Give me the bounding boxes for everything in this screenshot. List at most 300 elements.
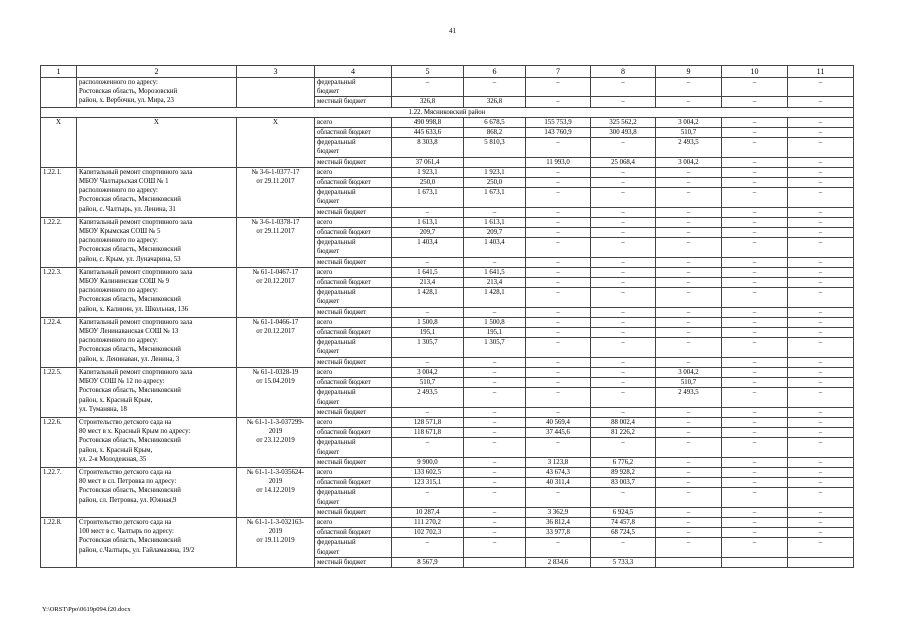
budget-label: всего xyxy=(315,267,392,277)
value-cell: – xyxy=(526,278,591,288)
value-cell: – xyxy=(722,117,788,127)
value-cell: – xyxy=(788,328,854,338)
value-cell: 6 776,2 xyxy=(591,457,656,467)
cell-line: Строительство детского сада на xyxy=(79,468,172,476)
cell-line: от 19.11.2019 xyxy=(256,537,295,545)
value-cell: – xyxy=(788,278,854,288)
value-cell: – xyxy=(656,267,722,277)
value-cell: – xyxy=(788,467,854,477)
value-cell: – xyxy=(591,407,656,417)
value-cell: – xyxy=(788,438,854,457)
value-cell: – xyxy=(722,388,788,407)
cell-line: от 15.04.2019 xyxy=(256,378,295,386)
value-cell: 209,7 xyxy=(464,228,526,238)
value-cell: 25 068,4 xyxy=(591,157,656,167)
value-cell: 111 270,2 xyxy=(392,517,464,527)
value-cell: – xyxy=(788,288,854,307)
value-cell: – xyxy=(392,438,464,457)
cell-line: 80 мест в сл. Петровка по адресу: xyxy=(79,478,177,486)
value-cell: – xyxy=(526,317,591,327)
value-cell: – xyxy=(722,228,788,238)
value-cell: 868,2 xyxy=(464,128,526,138)
value-cell: – xyxy=(591,288,656,307)
header-row xyxy=(41,66,854,78)
column-header: 8 xyxy=(591,66,656,78)
value-cell: 325 562,2 xyxy=(591,117,656,127)
value-cell: 5 810,3 xyxy=(464,138,526,157)
value-cell: – xyxy=(788,488,854,507)
value-cell: – xyxy=(788,117,854,127)
value-cell: – xyxy=(788,428,854,438)
cell-line: бюджет xyxy=(317,248,340,256)
value-cell: – xyxy=(591,388,656,407)
value-cell: 74 457,8 xyxy=(591,517,656,527)
item-number: 1.22.5. xyxy=(41,367,77,417)
cell-line: федеральный xyxy=(317,139,356,147)
value-cell: – xyxy=(591,97,656,107)
budget-label: областной бюджет xyxy=(315,178,392,188)
value-cell: – xyxy=(526,338,591,357)
value-cell: – xyxy=(526,267,591,277)
object-name xyxy=(77,167,237,217)
value-cell: – xyxy=(788,507,854,517)
value-cell: 2 834,6 xyxy=(526,557,591,567)
value-cell: 213,4 xyxy=(392,278,464,288)
value-cell: – xyxy=(591,217,656,227)
value-cell: – xyxy=(788,317,854,327)
cell-line: федеральный xyxy=(317,79,356,86)
value-cell: – xyxy=(464,478,526,488)
cell-line: бюджет xyxy=(317,88,340,96)
value-cell: 118 671,8 xyxy=(392,428,464,438)
value-cell: – xyxy=(526,167,591,177)
district-title: 1.22. Мясниковский район xyxy=(41,107,854,117)
budget-label: всего xyxy=(315,217,392,227)
value-cell: – xyxy=(656,238,722,257)
cell-line: Капитальный ремонт спортивного зала xyxy=(79,318,193,326)
value-cell: – xyxy=(788,417,854,427)
value-cell: – xyxy=(788,388,854,407)
budget-label: областной бюджет xyxy=(315,328,392,338)
cell-line: федеральный xyxy=(317,189,356,197)
item-number: 1.22.3. xyxy=(41,267,77,317)
budget-label: областной бюджет xyxy=(315,378,392,388)
value-cell: – xyxy=(526,257,591,267)
cell-line: Строительство детского сада на xyxy=(79,418,172,426)
value-cell: – xyxy=(591,438,656,457)
budget-label: областной бюджет xyxy=(315,278,392,288)
cell-line: ул. Туманяна, 18 xyxy=(79,405,127,413)
value-cell: 155 753,9 xyxy=(526,117,591,127)
value-cell: – xyxy=(656,457,722,467)
cell-line: бюджет xyxy=(317,548,340,556)
cell-line: № 61-1-0467-17 xyxy=(252,268,299,276)
cell-line: 80 мест в х. Красный Крым по адресу: xyxy=(79,428,191,436)
value-cell: – xyxy=(656,538,722,557)
value-cell: – xyxy=(788,457,854,467)
value-cell: – xyxy=(526,178,591,188)
value-cell: 3 004,2 xyxy=(392,367,464,377)
value-cell: – xyxy=(591,178,656,188)
district-row xyxy=(41,107,854,117)
item-row xyxy=(41,317,854,327)
value-cell: 3 004,2 xyxy=(656,157,722,167)
cell-line: № 3-6-1-0377-17 xyxy=(251,168,300,176)
cell-line: Ростовская область, Мясниковский xyxy=(79,387,181,395)
value-cell: – xyxy=(788,167,854,177)
value-cell: – xyxy=(788,478,854,488)
document-ref xyxy=(237,367,315,417)
cell-line: от 20.12.2017 xyxy=(256,278,295,286)
value-cell: – xyxy=(392,407,464,417)
value-cell: – xyxy=(722,257,788,267)
value-cell: – xyxy=(526,288,591,307)
cell-line: 2019 xyxy=(268,528,283,536)
value-cell: – xyxy=(656,228,722,238)
value-cell: – xyxy=(526,388,591,407)
value-cell: – xyxy=(464,207,526,217)
value-cell: – xyxy=(591,228,656,238)
object-name xyxy=(77,417,237,467)
value-cell xyxy=(788,557,854,567)
value-cell: 8 303,8 xyxy=(392,138,464,157)
column-header: 3 xyxy=(237,66,315,78)
value-cell: – xyxy=(591,267,656,277)
value-cell: – xyxy=(788,307,854,317)
value-cell: 37 061,4 xyxy=(392,157,464,167)
value-cell: 3 362,9 xyxy=(526,507,591,517)
value-cell: – xyxy=(464,538,526,557)
value-cell: – xyxy=(464,517,526,527)
value-cell: – xyxy=(526,238,591,257)
value-cell: 3 123,8 xyxy=(526,457,591,467)
value-cell: – xyxy=(722,217,788,227)
value-cell: 1 305,7 xyxy=(392,338,464,357)
value-cell: – xyxy=(656,317,722,327)
cell-line: МБОУ СОШ № 12 по адресу: xyxy=(79,378,165,386)
value-cell: 1 923,1 xyxy=(392,167,464,177)
cell-line: местный бюджет xyxy=(317,158,367,166)
cell-line: район, сл. Петровка, ул. Южная,9 xyxy=(79,496,177,504)
value-cell: – xyxy=(722,338,788,357)
cell-line: федеральный xyxy=(317,539,356,547)
cell-line: расположенного по адресу: xyxy=(79,337,158,345)
value-cell: – xyxy=(464,407,526,417)
cell-line: Строительство детского сада на xyxy=(79,518,172,526)
cell-line: 2019 xyxy=(268,428,283,436)
budget-label xyxy=(315,128,392,138)
value-cell: 1 403,4 xyxy=(392,238,464,257)
budget-label: местный бюджет xyxy=(315,257,392,267)
table-cell xyxy=(237,78,315,108)
cell-line: Ростовская область, Мясниковский xyxy=(79,346,181,354)
value-cell: – xyxy=(722,467,788,477)
value-cell: – xyxy=(722,128,788,138)
value-cell: – xyxy=(788,528,854,538)
value-cell: – xyxy=(464,307,526,317)
budget-label: местный бюджет xyxy=(315,97,392,107)
item-row xyxy=(41,217,854,227)
object-name xyxy=(77,517,237,567)
value-cell: – xyxy=(591,188,656,207)
value-cell: – xyxy=(656,438,722,457)
cell-line: 100 мест в с. Чалтырь по адресу: xyxy=(79,528,174,536)
value-cell: – xyxy=(788,217,854,227)
value-cell: – xyxy=(591,167,656,177)
value-cell: 510,7 xyxy=(656,378,722,388)
budget-label: областной бюджет xyxy=(315,428,392,438)
value-cell: – xyxy=(464,467,526,477)
cell-line: федеральный xyxy=(317,389,356,397)
value-cell: – xyxy=(591,328,656,338)
cell-line: федеральный xyxy=(317,439,356,447)
cell-line: № 61-1-0466-17 xyxy=(252,318,299,326)
value-cell: – xyxy=(526,97,591,107)
value-cell: – xyxy=(526,78,591,97)
column-header: 11 xyxy=(788,66,854,78)
value-cell: – xyxy=(526,228,591,238)
value-cell: – xyxy=(722,97,788,107)
value-cell: – xyxy=(722,488,788,507)
cell-line: от 20.12.2017 xyxy=(256,328,295,336)
object-name xyxy=(77,317,237,367)
value-cell: – xyxy=(591,78,656,97)
item-row xyxy=(41,367,854,377)
budget-label: местный бюджет xyxy=(315,207,392,217)
value-cell: – xyxy=(591,378,656,388)
value-cell: – xyxy=(591,317,656,327)
cell-line: Капитальный ремонт спортивного зала xyxy=(79,368,193,376)
value-cell: – xyxy=(788,267,854,277)
value-cell: – xyxy=(591,367,656,377)
cell-line: район, х. Ленинаван, ул. Ленина, 3 xyxy=(79,355,180,363)
value-cell: 250,0 xyxy=(464,178,526,188)
value-cell: – xyxy=(526,488,591,507)
value-cell: – xyxy=(656,97,722,107)
value-cell: 1 641,5 xyxy=(392,267,464,277)
cell-line: бюджет xyxy=(317,298,340,306)
x-cell: Х xyxy=(77,117,237,167)
column-header: 2 xyxy=(77,66,237,78)
value-cell: 40 311,4 xyxy=(526,478,591,488)
value-cell: – xyxy=(722,357,788,367)
value-cell: 1 500,8 xyxy=(464,317,526,327)
value-cell: – xyxy=(656,207,722,217)
value-cell: – xyxy=(788,378,854,388)
object-name xyxy=(77,217,237,267)
cell-line: район, х. Красный Крым, xyxy=(79,396,153,404)
value-cell: – xyxy=(526,217,591,227)
budget-label: всего xyxy=(315,367,392,377)
value-cell: 68 724,5 xyxy=(591,528,656,538)
document-ref xyxy=(237,467,315,517)
budget-label xyxy=(315,488,392,507)
value-cell: – xyxy=(722,428,788,438)
value-cell: – xyxy=(788,207,854,217)
cell-line: бюджет xyxy=(317,498,340,506)
value-cell: – xyxy=(788,228,854,238)
budget-label: всего xyxy=(315,517,392,527)
value-cell: 8 567,9 xyxy=(392,557,464,567)
cell-line: бюджет xyxy=(317,198,340,206)
value-cell: – xyxy=(464,528,526,538)
value-cell: 133 602,5 xyxy=(392,467,464,477)
value-cell: – xyxy=(788,188,854,207)
value-cell: – xyxy=(591,307,656,317)
value-cell: 6 924,5 xyxy=(591,507,656,517)
value-cell: 1 673,1 xyxy=(392,188,464,207)
budget-label: всего xyxy=(315,417,392,427)
value-cell: – xyxy=(788,238,854,257)
budget-label: всего xyxy=(315,317,392,327)
value-cell: – xyxy=(656,407,722,417)
budget-label: местный бюджет xyxy=(315,457,392,467)
value-cell: – xyxy=(464,507,526,517)
item-number: 1.22.8. xyxy=(41,517,77,567)
value-cell: – xyxy=(722,407,788,417)
value-cell: 83 003,7 xyxy=(591,478,656,488)
value-cell: – xyxy=(656,167,722,177)
value-cell: – xyxy=(392,488,464,507)
value-cell: – xyxy=(392,257,464,267)
value-cell: – xyxy=(788,128,854,138)
x-cell: Х xyxy=(237,117,315,167)
cell-line: № 61-1-1-3-035624- xyxy=(247,468,304,476)
column-header: 6 xyxy=(464,66,526,78)
item-row xyxy=(41,517,854,527)
x-cell: Х xyxy=(41,117,77,167)
cell-line: федеральный xyxy=(317,289,356,297)
cell-line: № 61-1-1-3-032163- xyxy=(247,518,304,526)
value-cell: – xyxy=(722,538,788,557)
value-cell: – xyxy=(526,407,591,417)
value-cell: 1 500,8 xyxy=(392,317,464,327)
value-cell: – xyxy=(788,407,854,417)
value-cell: – xyxy=(392,207,464,217)
value-cell: 209,7 xyxy=(392,228,464,238)
value-cell: – xyxy=(591,138,656,157)
value-cell: – xyxy=(526,438,591,457)
value-cell: – xyxy=(656,328,722,338)
budget-label xyxy=(315,438,392,457)
cell-line: Ростовская область, Мясниковский xyxy=(79,537,181,545)
cell-line: бюджет xyxy=(317,148,340,156)
value-cell: – xyxy=(464,428,526,438)
budget-label: областной бюджет xyxy=(315,478,392,488)
value-cell: – xyxy=(526,357,591,367)
value-cell: – xyxy=(591,338,656,357)
value-cell: – xyxy=(526,138,591,157)
value-cell: – xyxy=(788,178,854,188)
column-header: 10 xyxy=(722,66,788,78)
value-cell: – xyxy=(722,157,788,167)
value-cell: – xyxy=(464,78,526,97)
item-row xyxy=(41,467,854,477)
value-cell: – xyxy=(722,438,788,457)
cell-line: МБОУ Ленинаванская СОШ № 13 xyxy=(79,328,179,336)
value-cell: 510,7 xyxy=(392,378,464,388)
cell-line: Ростовская область, Мясниковский xyxy=(79,487,181,495)
value-cell: – xyxy=(656,488,722,507)
value-cell: 36 812,4 xyxy=(526,517,591,527)
document-ref xyxy=(237,267,315,317)
budget-label: местный бюджет xyxy=(315,307,392,317)
value-cell: 1 305,7 xyxy=(464,338,526,357)
budget-label xyxy=(315,538,392,557)
budget-table xyxy=(40,65,854,568)
value-cell: 1 613,1 xyxy=(464,217,526,227)
value-cell: – xyxy=(526,307,591,317)
cell-line: 2019 xyxy=(268,478,283,486)
cell-line: бюджет xyxy=(317,398,340,406)
value-cell: – xyxy=(788,78,854,97)
value-cell: 5 733,3 xyxy=(591,557,656,567)
value-cell: 250,0 xyxy=(392,178,464,188)
value-cell: 1 923,1 xyxy=(464,167,526,177)
cell-line: расположенного по адресу: xyxy=(79,79,158,86)
value-cell: 195,1 xyxy=(464,328,526,338)
value-cell: – xyxy=(656,478,722,488)
cell-line: район, с.Чалтырь, ул. Гайламазяна, 19/2 xyxy=(79,546,195,554)
cell-line: МБОУ Калининская СОШ № 9 xyxy=(79,278,170,286)
budget-label xyxy=(315,188,392,207)
value-cell: – xyxy=(722,78,788,97)
value-cell: – xyxy=(526,188,591,207)
value-cell: 143 760,9 xyxy=(526,128,591,138)
value-cell: – xyxy=(526,207,591,217)
value-cell: 81 226,2 xyxy=(591,428,656,438)
value-cell: 195,1 xyxy=(392,328,464,338)
table-cell xyxy=(41,78,77,108)
cell-line: Капитальный ремонт спортивного зала xyxy=(79,268,193,276)
value-cell: – xyxy=(722,138,788,157)
value-cell: – xyxy=(656,178,722,188)
value-cell: – xyxy=(722,417,788,427)
value-cell: – xyxy=(464,257,526,267)
value-cell: – xyxy=(464,457,526,467)
value-cell: – xyxy=(591,257,656,267)
item-number: 1.22.1. xyxy=(41,167,77,217)
object-name xyxy=(77,367,237,417)
value-cell: – xyxy=(788,338,854,357)
cell-line: от 29.11.2017 xyxy=(256,228,295,236)
value-cell: – xyxy=(392,357,464,367)
value-cell: – xyxy=(591,278,656,288)
budget-label: местный бюджет xyxy=(315,557,392,567)
value-cell: – xyxy=(788,367,854,377)
value-cell: 10 287,4 xyxy=(392,507,464,517)
value-cell: – xyxy=(464,438,526,457)
table-row xyxy=(41,78,854,97)
value-cell: 89 928,2 xyxy=(591,467,656,477)
value-cell: – xyxy=(722,238,788,257)
item-number: 1.22.4. xyxy=(41,317,77,367)
cell-line: район, х. Калинин, ул. Школьная, 136 xyxy=(79,305,189,313)
value-cell: – xyxy=(722,267,788,277)
value-cell: – xyxy=(591,207,656,217)
value-cell: – xyxy=(591,357,656,367)
cell-line: Ростовская область, Мясниковский xyxy=(79,437,181,445)
cell-line: Ростовская область, Мясниковский xyxy=(79,296,181,304)
value-cell: – xyxy=(656,417,722,427)
cell-line: Ростовская область, Мясниковский xyxy=(79,246,181,254)
cell-line: Ростовская область, Мясниковский xyxy=(79,196,181,204)
value-cell: – xyxy=(526,328,591,338)
value-cell: – xyxy=(722,517,788,527)
value-cell: – xyxy=(788,157,854,167)
value-cell: 33 977,8 xyxy=(526,528,591,538)
value-cell: – xyxy=(464,378,526,388)
